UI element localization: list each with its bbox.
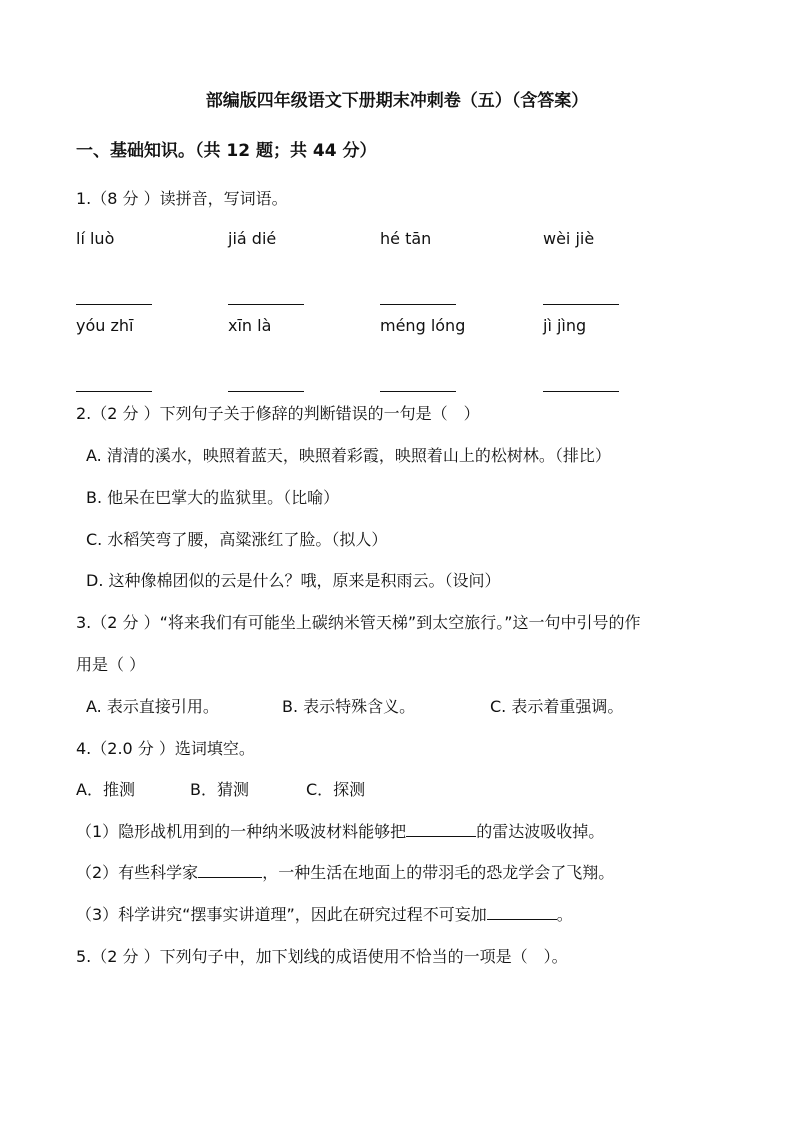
word-choice-a: A．推测 [76, 780, 135, 799]
pinyin-item: xīn là [228, 316, 272, 335]
answer-blank[interactable] [380, 377, 456, 396]
question-2-stem: 2.（2 分 ）下列句子关于修辞的判断错误的一句是（ ） [76, 404, 480, 423]
option-c: C. 水稻笑弯了腰，高粱涨红了脸。（拟人） [86, 530, 388, 549]
question-1-stem: 1.（8 分 ）读拼音，写词语。 [76, 189, 288, 208]
answer-blank[interactable] [543, 377, 619, 396]
question-5-stem: 5.（2 分 ）下列句子中，加下划线的成语使用不恰当的一项是（ ）。 [76, 947, 568, 966]
fill-text: （2）有些科学家 [76, 863, 199, 882]
answer-blank[interactable] [487, 918, 557, 920]
question-3-stem-cont: 用是（ ） [76, 655, 146, 674]
question-4-stem: 4.（2.0 分 ）选词填空。 [76, 739, 255, 758]
pinyin-item: yóu zhī [76, 316, 134, 335]
pinyin-item: jì jìng [543, 316, 587, 335]
answer-blank[interactable] [228, 290, 304, 309]
fill-text: 的雷达波吸收掉。 [476, 822, 605, 841]
answer-blank[interactable] [228, 377, 304, 396]
pinyin-item: méng lóng [380, 316, 466, 335]
option-c: C. 表示着重强调。 [490, 697, 624, 716]
section-heading: 一、基础知识。（共 12 题；共 44 分） [76, 141, 377, 161]
option-b: B. 表示特殊含义。 [282, 697, 416, 716]
question-3-stem: 3.（2 分 ）“将来我们有可能坐上碳纳米管天梯”到太空旅行。”这一句中引号的作 [76, 613, 641, 632]
option-d: D. 这种像棉团似的云是什么？哦，原来是积雨云。（设问） [86, 571, 501, 590]
pinyin-item: wèi jiè [543, 229, 595, 248]
fill-item-3 [76, 902, 573, 925]
fill-text: （1）隐形战机用到的一种纳米吸波材料能够把 [76, 822, 407, 841]
option-b: B. 他呆在巴掌大的监狱里。（比喻） [86, 488, 340, 507]
answer-blank[interactable] [76, 377, 152, 396]
fill-text: 。 [556, 905, 573, 924]
answer-blank[interactable] [543, 290, 619, 309]
pinyin-item: jiá dié [228, 229, 277, 248]
answer-blank[interactable] [198, 876, 262, 878]
fill-item-2 [76, 860, 614, 883]
page-title: 部编版四年级语文下册期末冲刺卷（五）（含答案） [205, 91, 589, 111]
pinyin-item: hé tān [380, 229, 432, 248]
answer-blank[interactable] [380, 290, 456, 309]
fill-text: （3）科学讲究“摆事实讲道理”，因此在研究过程不可妄加 [76, 905, 487, 924]
word-choice-b: B．猜测 [190, 780, 249, 799]
answer-blank[interactable] [76, 290, 152, 309]
option-a: A. 清清的溪水，映照着蓝天，映照着彩霞，映照着山上的松树林。（排比） [86, 446, 611, 465]
option-a: A. 表示直接引用。 [86, 697, 219, 716]
answer-blank[interactable] [406, 835, 476, 837]
word-choice-c: C．探测 [306, 780, 366, 799]
pinyin-item: lí luò [76, 229, 115, 248]
fill-text: ，一种生活在地面上的带羽毛的恐龙学会了飞翔。 [262, 863, 615, 882]
fill-item-1 [76, 819, 604, 842]
